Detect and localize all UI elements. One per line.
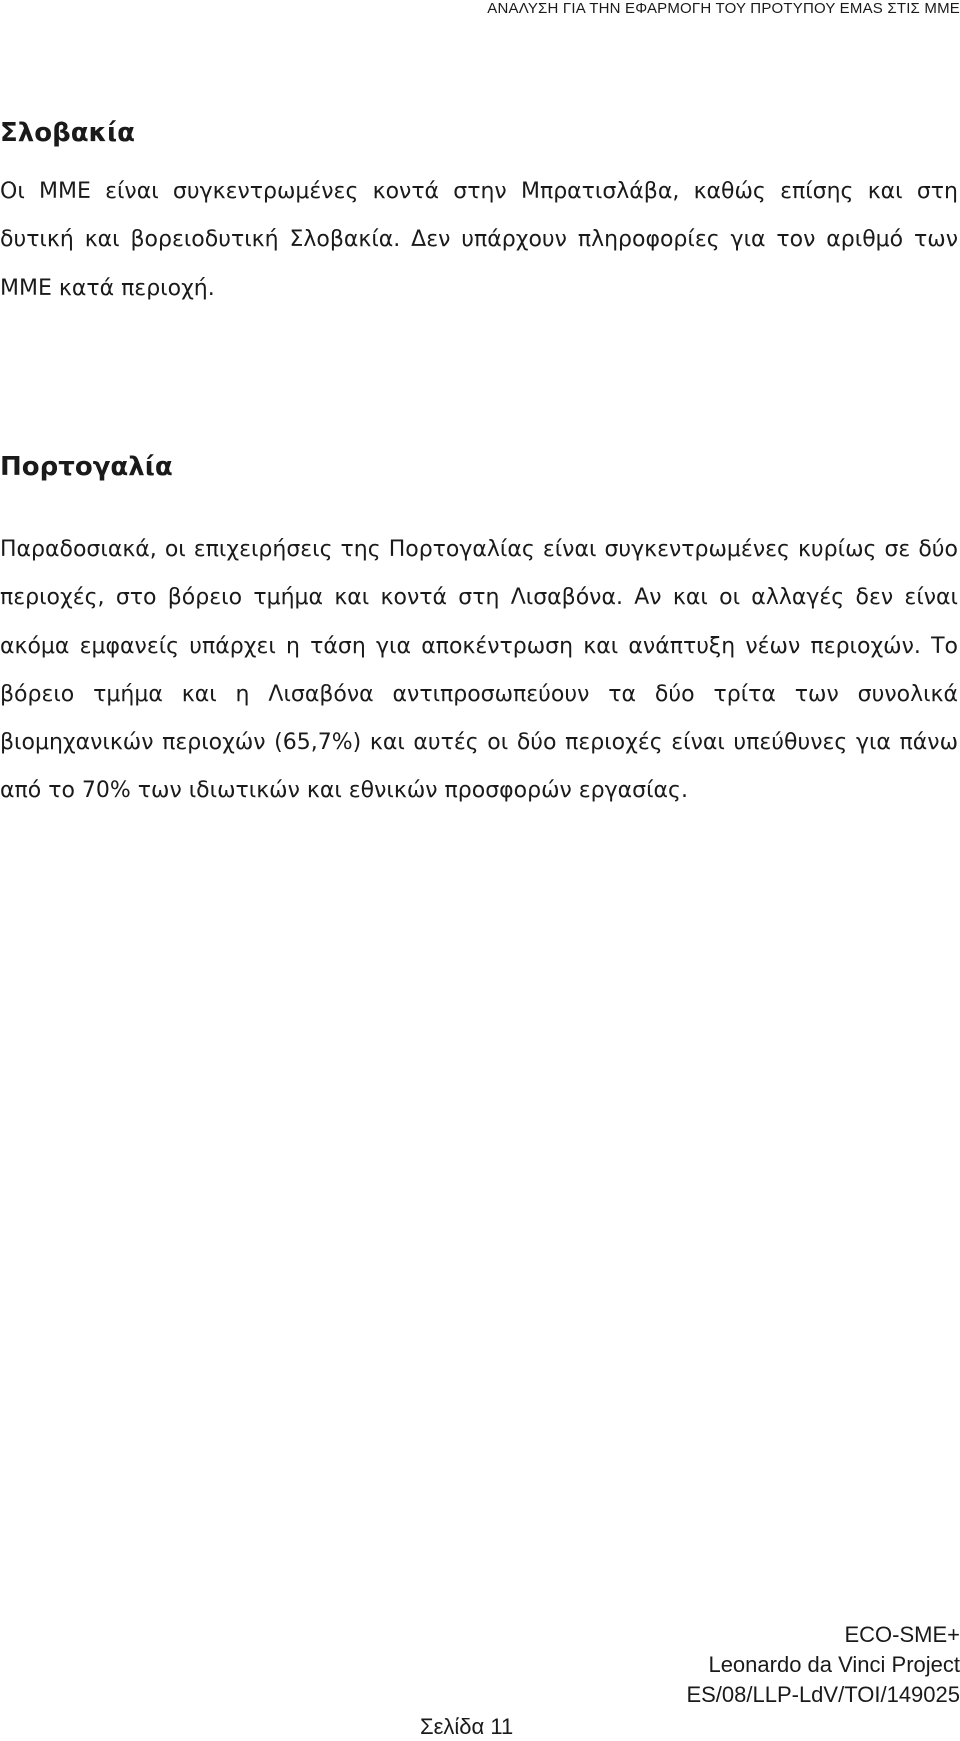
footer-program: Leonardo da Vinci Project (708, 1652, 960, 1677)
footer-project-code: ES/08/LLP-LdV/TOI/149025 (686, 1682, 960, 1707)
footer-project-info (686, 1620, 960, 1710)
section-heading-slovakia: Σλοβακία (0, 118, 136, 148)
running-header: ΑΝΑΛΥΣΗ ΓΙΑ ΤΗΝ ΕΦΑΡΜΟΓΗ ΤΟΥ ΠΡΟΤΥΠΟΥ EMAS ΣΤΙΣ ΜΜΕ (487, 0, 960, 17)
page-number: Σελίδα 11 (420, 1714, 514, 1739)
footer-project-name: ECO-SME+ (844, 1622, 960, 1647)
section-paragraph-slovakia: Οι ΜΜΕ είναι συγκεντρωμένες κοντά στην Μπρατισλάβα, καθώς επίσης και στη δυτική και βορειοδυτική Σλοβακία. Δεν υπάρχουν πληροφορίες για τον αριθμό των ΜΜΕ κατά περιοχή. (0, 179, 958, 301)
section-paragraph-portugal: Παραδοσιακά, οι επιχειρήσεις της Πορτογαλίας είναι συγκεντρωμένες κυρίως σε δύο περιοχές, στο βόρειο τμήμα και κοντά στη Λισαβόνα. Αν και οι αλλαγές δεν είναι ακόμα εμφανείς υπάρχει η τάση για αποκέντρωση και ανάπτυξη νέων περιοχών. Το βόρειο τμήμα και η Λισαβόνα αντιπροσωπεύουν τα δύο τρίτα των συνολικά βιομηχανικών περιοχών (65,7%) και αυτές οι δύο περιοχές είναι υπεύθυνες για πάνω από το 70% των ιδιωτικών και εθνικών προσφορών εργασίας. (0, 537, 958, 804)
section-heading-portugal: Πορτογαλία (0, 452, 173, 482)
